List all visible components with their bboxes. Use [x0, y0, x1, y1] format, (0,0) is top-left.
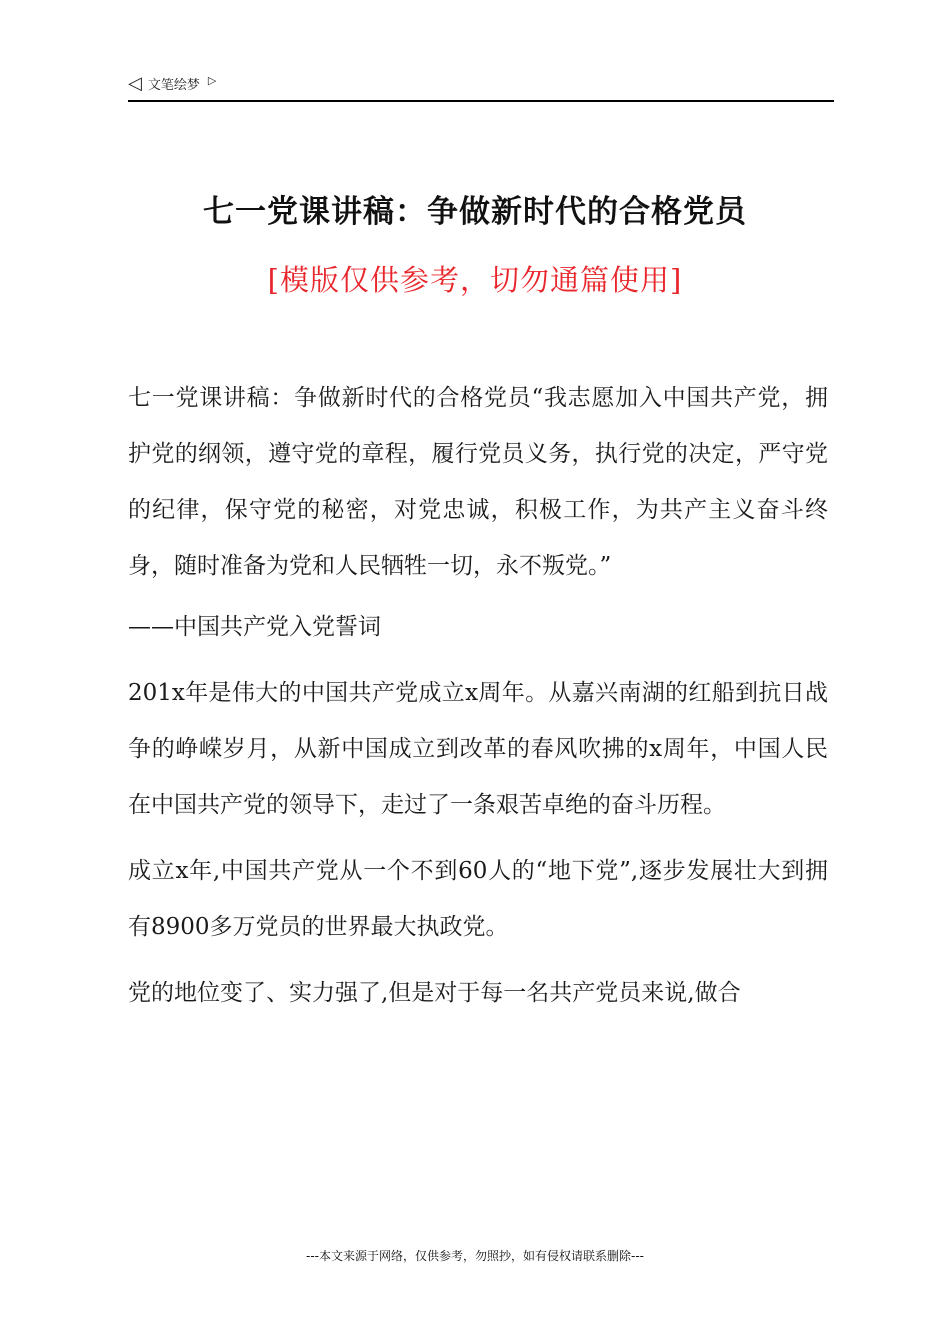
footer-disclaimer: ---本文来源于网络，仅供参考，勿照抄，如有侵权请联系删除---: [306, 1249, 644, 1263]
document-subtitle: [模版仅供参考，切勿通篇使用]: [267, 263, 683, 297]
brand: [128, 74, 216, 93]
paragraph: ——中国共产党入党誓词: [128, 614, 381, 640]
page-header: [128, 72, 834, 102]
triangle-left-icon: ◁: [128, 72, 142, 94]
paragraph: 201x年是伟大的中国共产党成立x周年。从嘉兴南湖的红船到抗日战争的峥嵘岁月，从新中国成立到改革的春风吹拂的x周年，中国人民在中国共产党的领导下，走过了一条艰苦卓绝的奋斗历程。: [128, 680, 828, 818]
triangle-right-icon: ▷: [207, 74, 217, 87]
paragraph: 党的地位变了、实力强了,但是对于每一名共产党员来说,做合: [128, 980, 741, 1006]
paragraph: 成立x年,中国共产党从一个不到60人的“地下党”,逐步发展壮大到拥有8900多万党员的世界最大执政党。: [128, 858, 828, 940]
document-body: [128, 370, 828, 1027]
document-title: 七一党课讲稿：争做新时代的合格党员: [203, 194, 747, 230]
paragraph: 七一党课讲稿：争做新时代的合格党员“我志愿加入中国共产党，拥护党的纲领，遵守党的章程，履行党员义务，执行党的决定，严守党的纪律，保守党的秘密，对党忠诚，积极工作，为共产主义奋斗终身，随时准备为党和人民牺牲一切，永不叛党。”: [128, 385, 828, 579]
brand-name: 文笔绘梦: [147, 78, 200, 93]
